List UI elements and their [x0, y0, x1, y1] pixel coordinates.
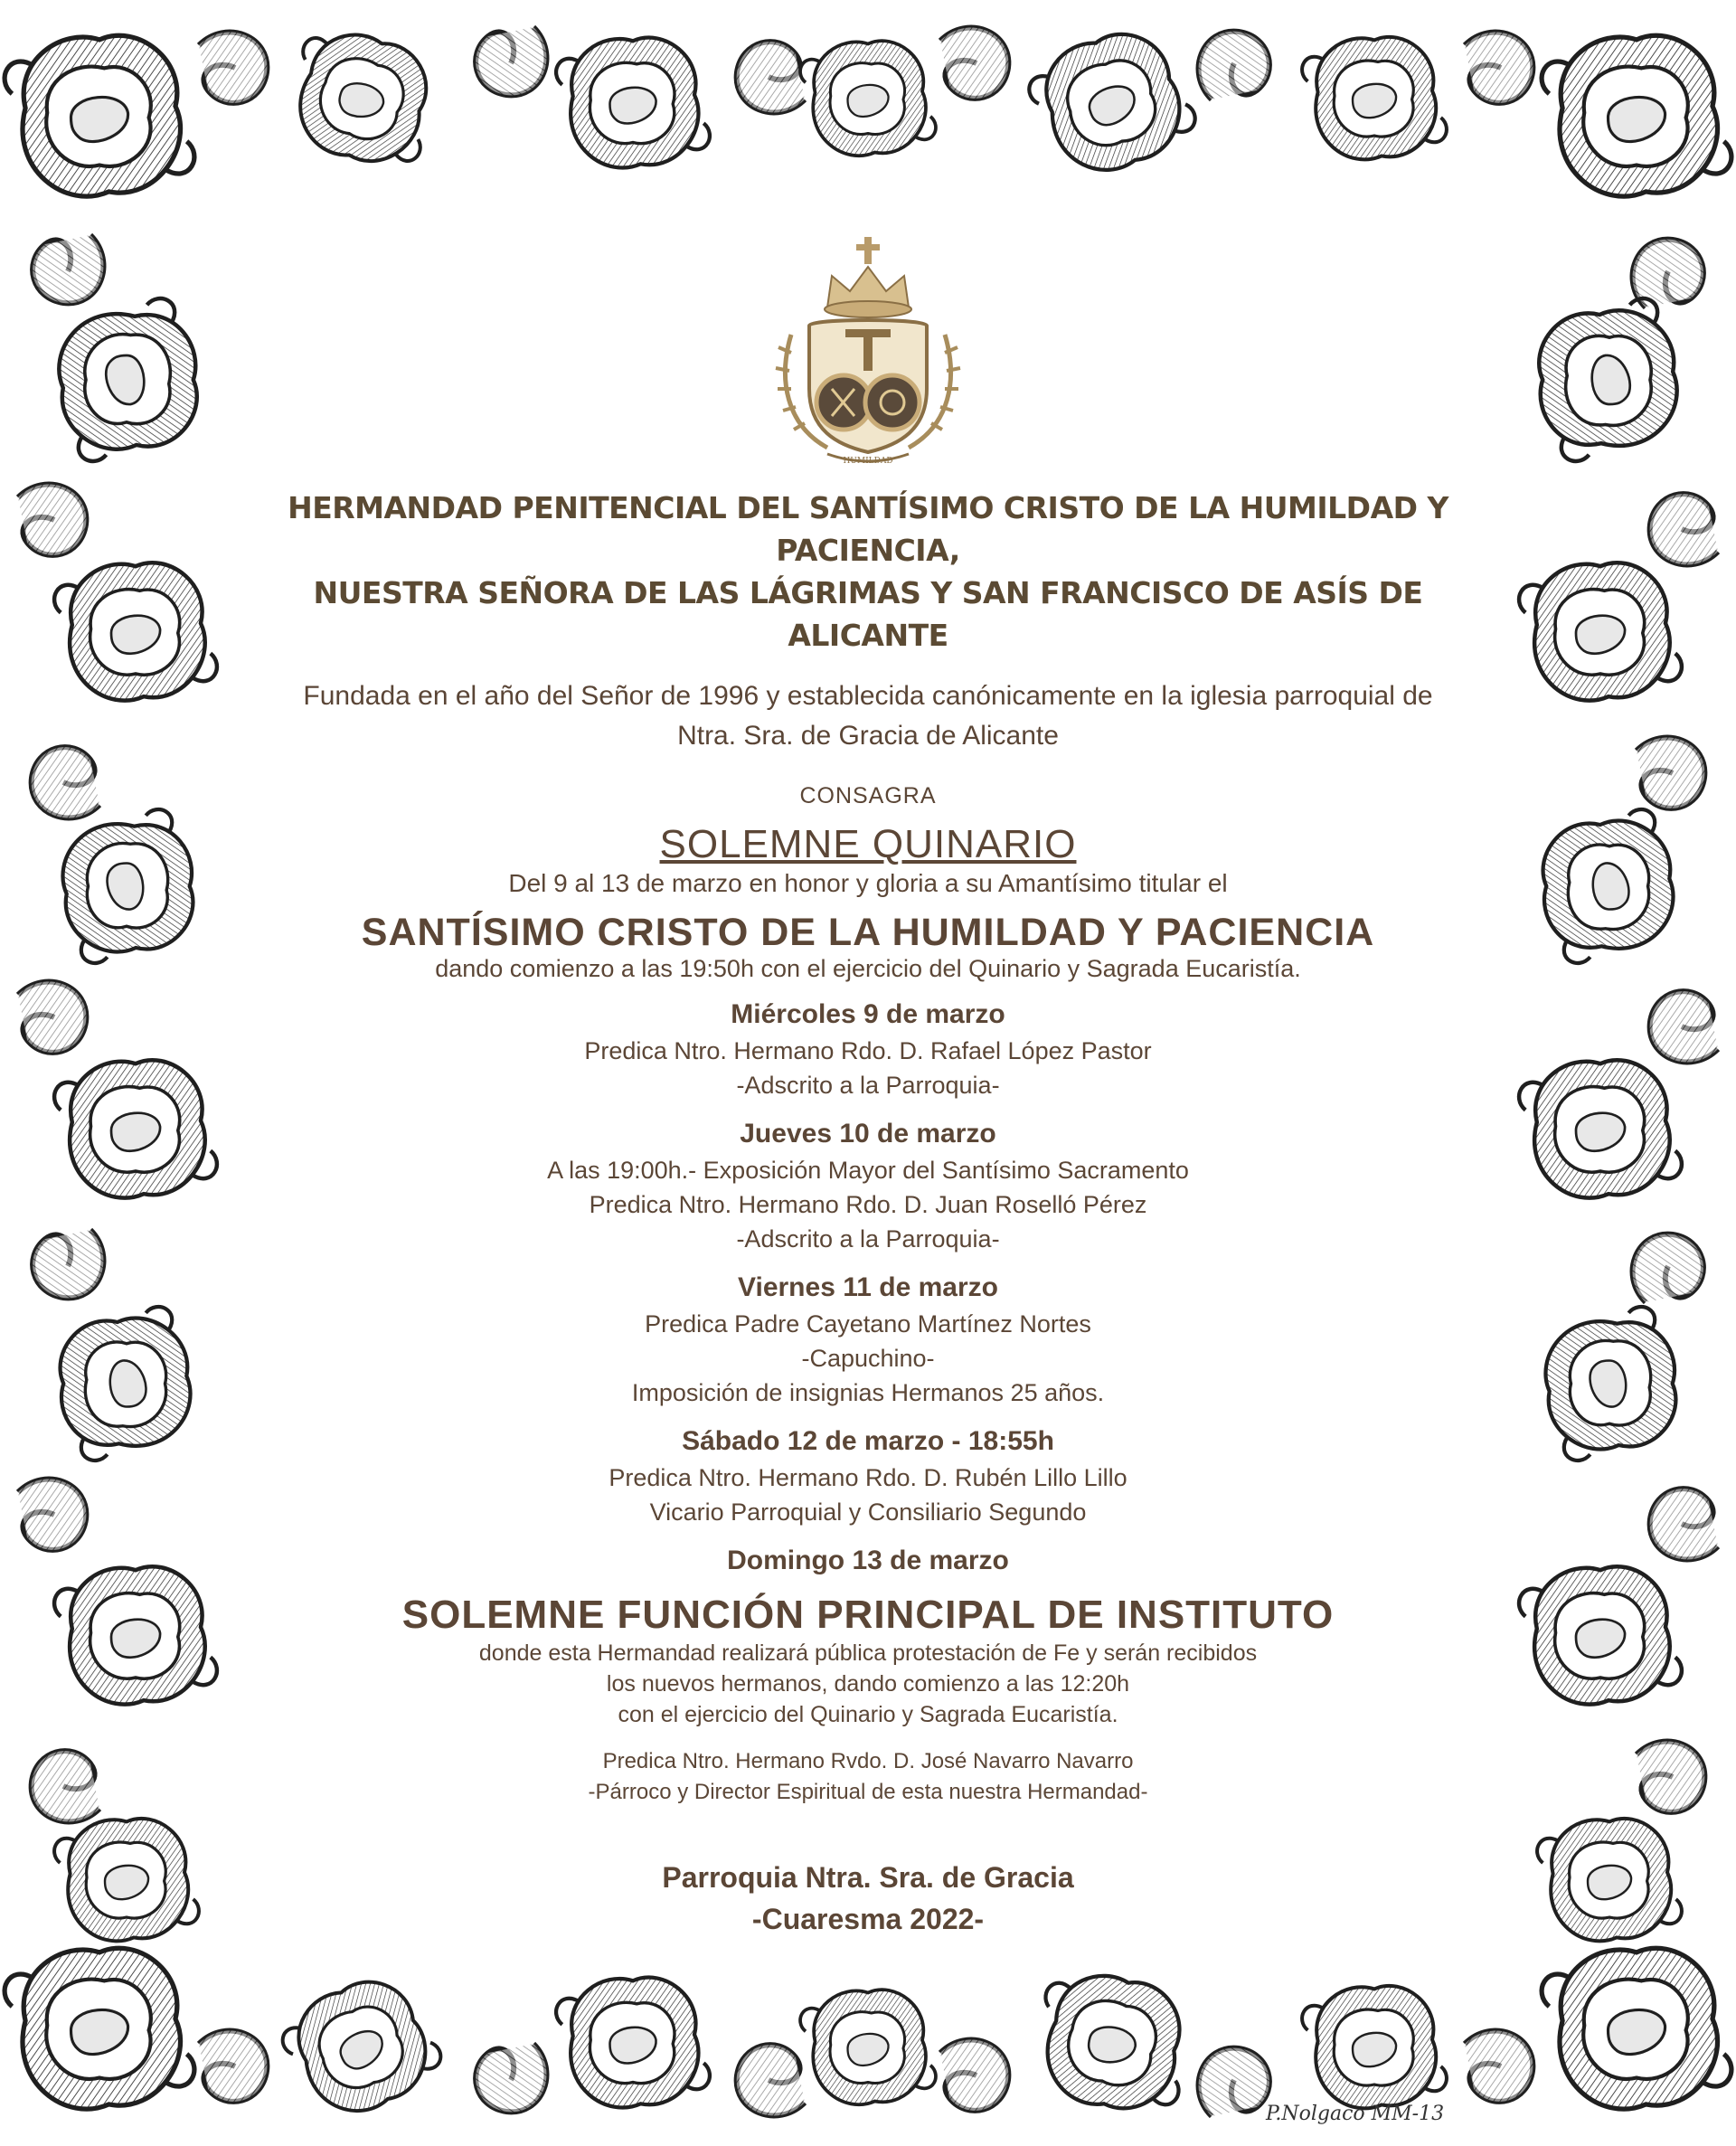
org-line-1: HERMANDAD PENITENCIAL DEL SANTÍSIMO CRISTO DE LA HUMILDAD Y PACIENCIA,	[288, 490, 1448, 568]
day-line: Predica Padre Cayetano Martínez Nortes	[645, 1310, 1091, 1338]
frame-top-band	[5, 16, 1731, 196]
sunday-preacher: Predica Ntro. Hermano Rvdo. D. José Navarro Navarro	[602, 1749, 1134, 1773]
brotherhood-crest-icon	[755, 235, 981, 470]
sunday-desc-1: donde esta Hermandad realizará pública protestación de Fe y serán recibidos	[478, 1640, 1258, 1666]
founded-note	[271, 676, 1465, 756]
day-line: A las 19:00h.- Exposición Mayor del Santísimo Sacramento	[547, 1157, 1189, 1184]
organization-name	[271, 487, 1465, 657]
day-schedule-sat	[271, 1423, 1465, 1529]
consagra-label: CONSAGRA	[799, 783, 937, 808]
day-schedule-sun	[271, 1542, 1465, 1808]
footer-parish: Parroquia Ntra. Sra. de Gracia	[662, 1861, 1074, 1894]
sunday-preacher-role: -Párroco y Director Espiritual de esta nuestra Hermandad-	[588, 1780, 1148, 1804]
founded-line-2: Ntra. Sra. de Gracia de Alicante	[677, 721, 1059, 751]
day-heading: Domingo 13 de marzo	[727, 1546, 1009, 1575]
day-heading: Viernes 11 de marzo	[738, 1272, 998, 1302]
sunday-desc-3: con el ejercicio del Quinario y Sagrada Eucaristía.	[618, 1702, 1118, 1727]
honor-line: Del 9 al 13 de marzo en honor y gloria a su Amantísimo titular el	[508, 869, 1228, 897]
main-function-title: SOLEMNE FUNCIÓN PRINCIPAL DE INSTITUTO	[401, 1593, 1335, 1637]
day-heading: Miércoles 9 de marzo	[731, 999, 1005, 1029]
day-line: -Adscrito a la Parroquia-	[736, 1072, 1000, 1099]
frame-left-band	[18, 235, 217, 1941]
day-heading: Jueves 10 de marzo	[740, 1119, 996, 1149]
crest-ribbon-text: HUMILDAD	[843, 457, 893, 466]
footer-season: -Cuaresma 2022-	[751, 1903, 985, 1935]
sunday-desc-2: los nuevos hermanos, dando comienzo a las 12:20h	[606, 1671, 1130, 1697]
frame-right-band	[1519, 240, 1718, 1942]
day-line: Predica Ntro. Hermano Rdo. D. Rubén Lillo Lillo	[609, 1464, 1127, 1491]
founded-line-1: Fundada en el año del Señor de 1996 y establecida canónicamente en la iglesia parroquial de	[303, 681, 1433, 711]
day-line: Imposición de insignias Hermanos 25 años.	[631, 1379, 1105, 1406]
day-line: -Capuchino-	[801, 1345, 935, 1372]
day-line: -Adscrito a la Parroquia-	[736, 1225, 1000, 1253]
day-schedule-thu	[271, 1115, 1465, 1256]
day-schedule-wed	[271, 996, 1465, 1102]
start-time-line: dando comienzo a las 19:50h con el ejercicio del Quinario y Sagrada Eucaristía.	[435, 955, 1301, 982]
titular-name: SANTÍSIMO CRISTO DE LA HUMILDAD Y PACIENCIA	[361, 911, 1375, 954]
artist-signature: P.Nolgaco MM-13	[1266, 2103, 1445, 2125]
day-schedule-fri	[271, 1269, 1465, 1410]
day-line: Predica Ntro. Hermano Rdo. D. Rafael López Pastor	[584, 1037, 1152, 1064]
frame-bottom-band	[5, 1948, 1731, 2129]
invitation-content	[271, 235, 1465, 1940]
quinario-title: SOLEMNE QUINARIO	[659, 822, 1077, 866]
org-line-2: NUESTRA SEÑORA DE LAS LÁGRIMAS Y SAN FRANCISCO DE ASÍS DE ALICANTE	[313, 575, 1423, 653]
day-heading: Sábado 12 de marzo - 18:55h	[682, 1426, 1054, 1456]
day-line: Predica Ntro. Hermano Rdo. D. Juan Roselló Pérez	[589, 1191, 1147, 1218]
day-line: Vicario Parroquial y Consiliario Segundo	[649, 1498, 1087, 1526]
